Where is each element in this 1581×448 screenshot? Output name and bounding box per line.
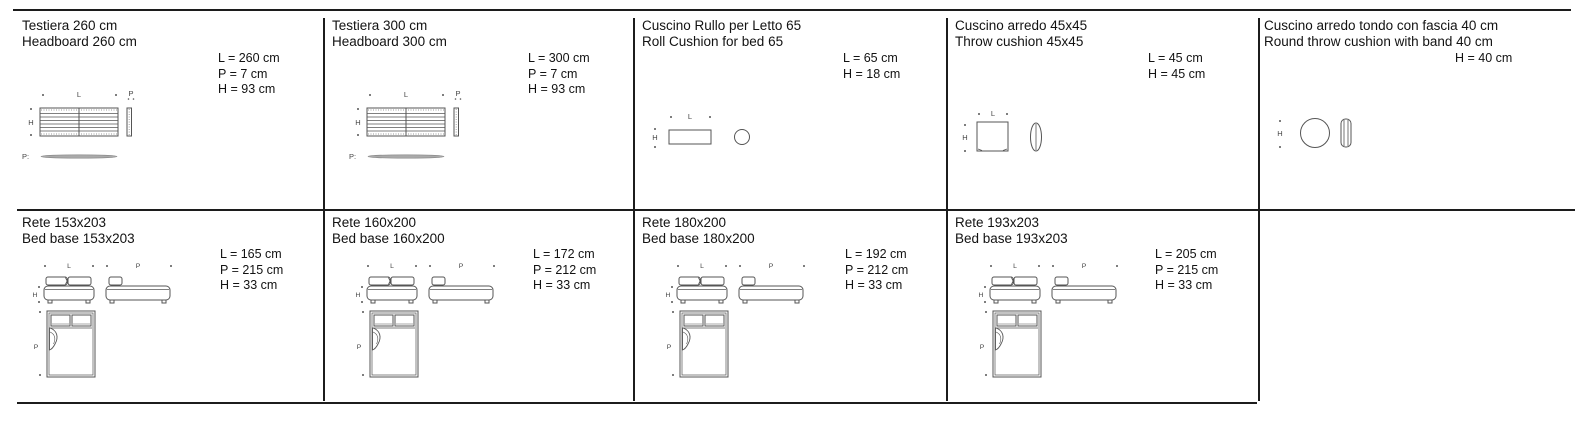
dimension-height: H = 33 cm [220, 278, 278, 292]
cell-headboard-260 [0, 10, 323, 209]
cell-round-cushion-40 [1258, 10, 1575, 209]
headboard-drawing [345, 84, 470, 166]
square-cushion-drawing [958, 104, 1068, 166]
product-name-english: Headboard 300 cm [332, 34, 447, 49]
dimension-length: L = 300 cm [528, 51, 590, 65]
product-name-english: Round throw cushion with band 40 cm [1264, 34, 1493, 49]
dimension-length: L = 165 cm [220, 247, 282, 261]
bottom-rule [17, 402, 1257, 404]
product-name-english: Throw cushion 45x45 [955, 34, 1084, 49]
bed-base-drawing [30, 258, 180, 388]
product-name-italian: Rete 160x200 [332, 215, 417, 230]
product-name-italian: Cuscino arredo 45x45 [955, 18, 1088, 33]
product-name-english: Headboard 260 cm [22, 34, 137, 49]
product-name-english: Bed base 153x203 [22, 231, 135, 246]
dimension-height: H = 45 cm [1148, 66, 1206, 81]
dimension-height: H = 40 cm [1455, 51, 1513, 65]
divider-bottom-4 [1258, 211, 1260, 401]
product-name-italian: Rete 180x200 [642, 215, 727, 230]
dimension-depth: P = 212 cm [533, 262, 597, 277]
dimension-length: L = 205 cm [1155, 247, 1217, 261]
bed-base-drawing [976, 258, 1126, 388]
product-name-italian: Cuscino Rullo per Letto 65 [642, 18, 802, 33]
round-cushion-drawing [1270, 100, 1380, 162]
headboard-drawing [18, 84, 143, 166]
cell-bed-base-180x200 [633, 210, 946, 402]
bed-base-drawing [353, 258, 503, 388]
dimension-depth: P = 7 cm [528, 66, 578, 81]
dimension-length: L = 172 cm [533, 247, 595, 261]
dimension-height: H = 33 cm [845, 278, 903, 292]
product-name-italian: Cuscino arredo tondo con fascia 40 cm [1264, 18, 1499, 33]
cell-bed-base-153x203 [0, 210, 323, 402]
dimension-depth: P = 215 cm [1155, 262, 1219, 277]
product-name-english: Roll Cushion for bed 65 [642, 34, 784, 49]
dimension-length: L = 192 cm [845, 247, 907, 261]
cell-headboard-300 [323, 10, 633, 209]
dimension-height: H = 93 cm [218, 82, 276, 96]
cell-bed-base-160x200 [323, 210, 633, 402]
product-name-italian: Rete 153x203 [22, 215, 107, 230]
dimension-length: L = 260 cm [218, 51, 280, 65]
dimension-length: L = 65 cm [843, 51, 898, 65]
product-name-english: Bed base 160x200 [332, 231, 445, 246]
dimension-height: H = 33 cm [1155, 278, 1213, 292]
cell-roll-cushion-65 [633, 10, 946, 209]
product-name-italian: Rete 193x203 [955, 215, 1040, 230]
dimension-height: H = 33 cm [533, 278, 591, 292]
bed-base-drawing [663, 258, 813, 388]
dimension-depth: P = 7 cm [218, 66, 268, 81]
dimension-height: H = 93 cm [528, 82, 586, 96]
cell-throw-cushion-45x45 [946, 10, 1258, 209]
product-name-english: Bed base 193x203 [955, 231, 1068, 246]
product-name-italian: Testiera 260 cm [22, 18, 118, 33]
dimension-length: L = 45 cm [1148, 51, 1203, 65]
product-name-italian: Testiera 300 cm [332, 18, 428, 33]
dimension-depth: P = 212 cm [845, 262, 909, 277]
cell-bed-base-193x203 [946, 210, 1258, 402]
roll-cushion-drawing [647, 106, 767, 161]
dimension-height: H = 18 cm [843, 66, 901, 81]
product-name-english: Bed base 180x200 [642, 231, 755, 246]
dimension-depth: P = 215 cm [220, 262, 284, 277]
